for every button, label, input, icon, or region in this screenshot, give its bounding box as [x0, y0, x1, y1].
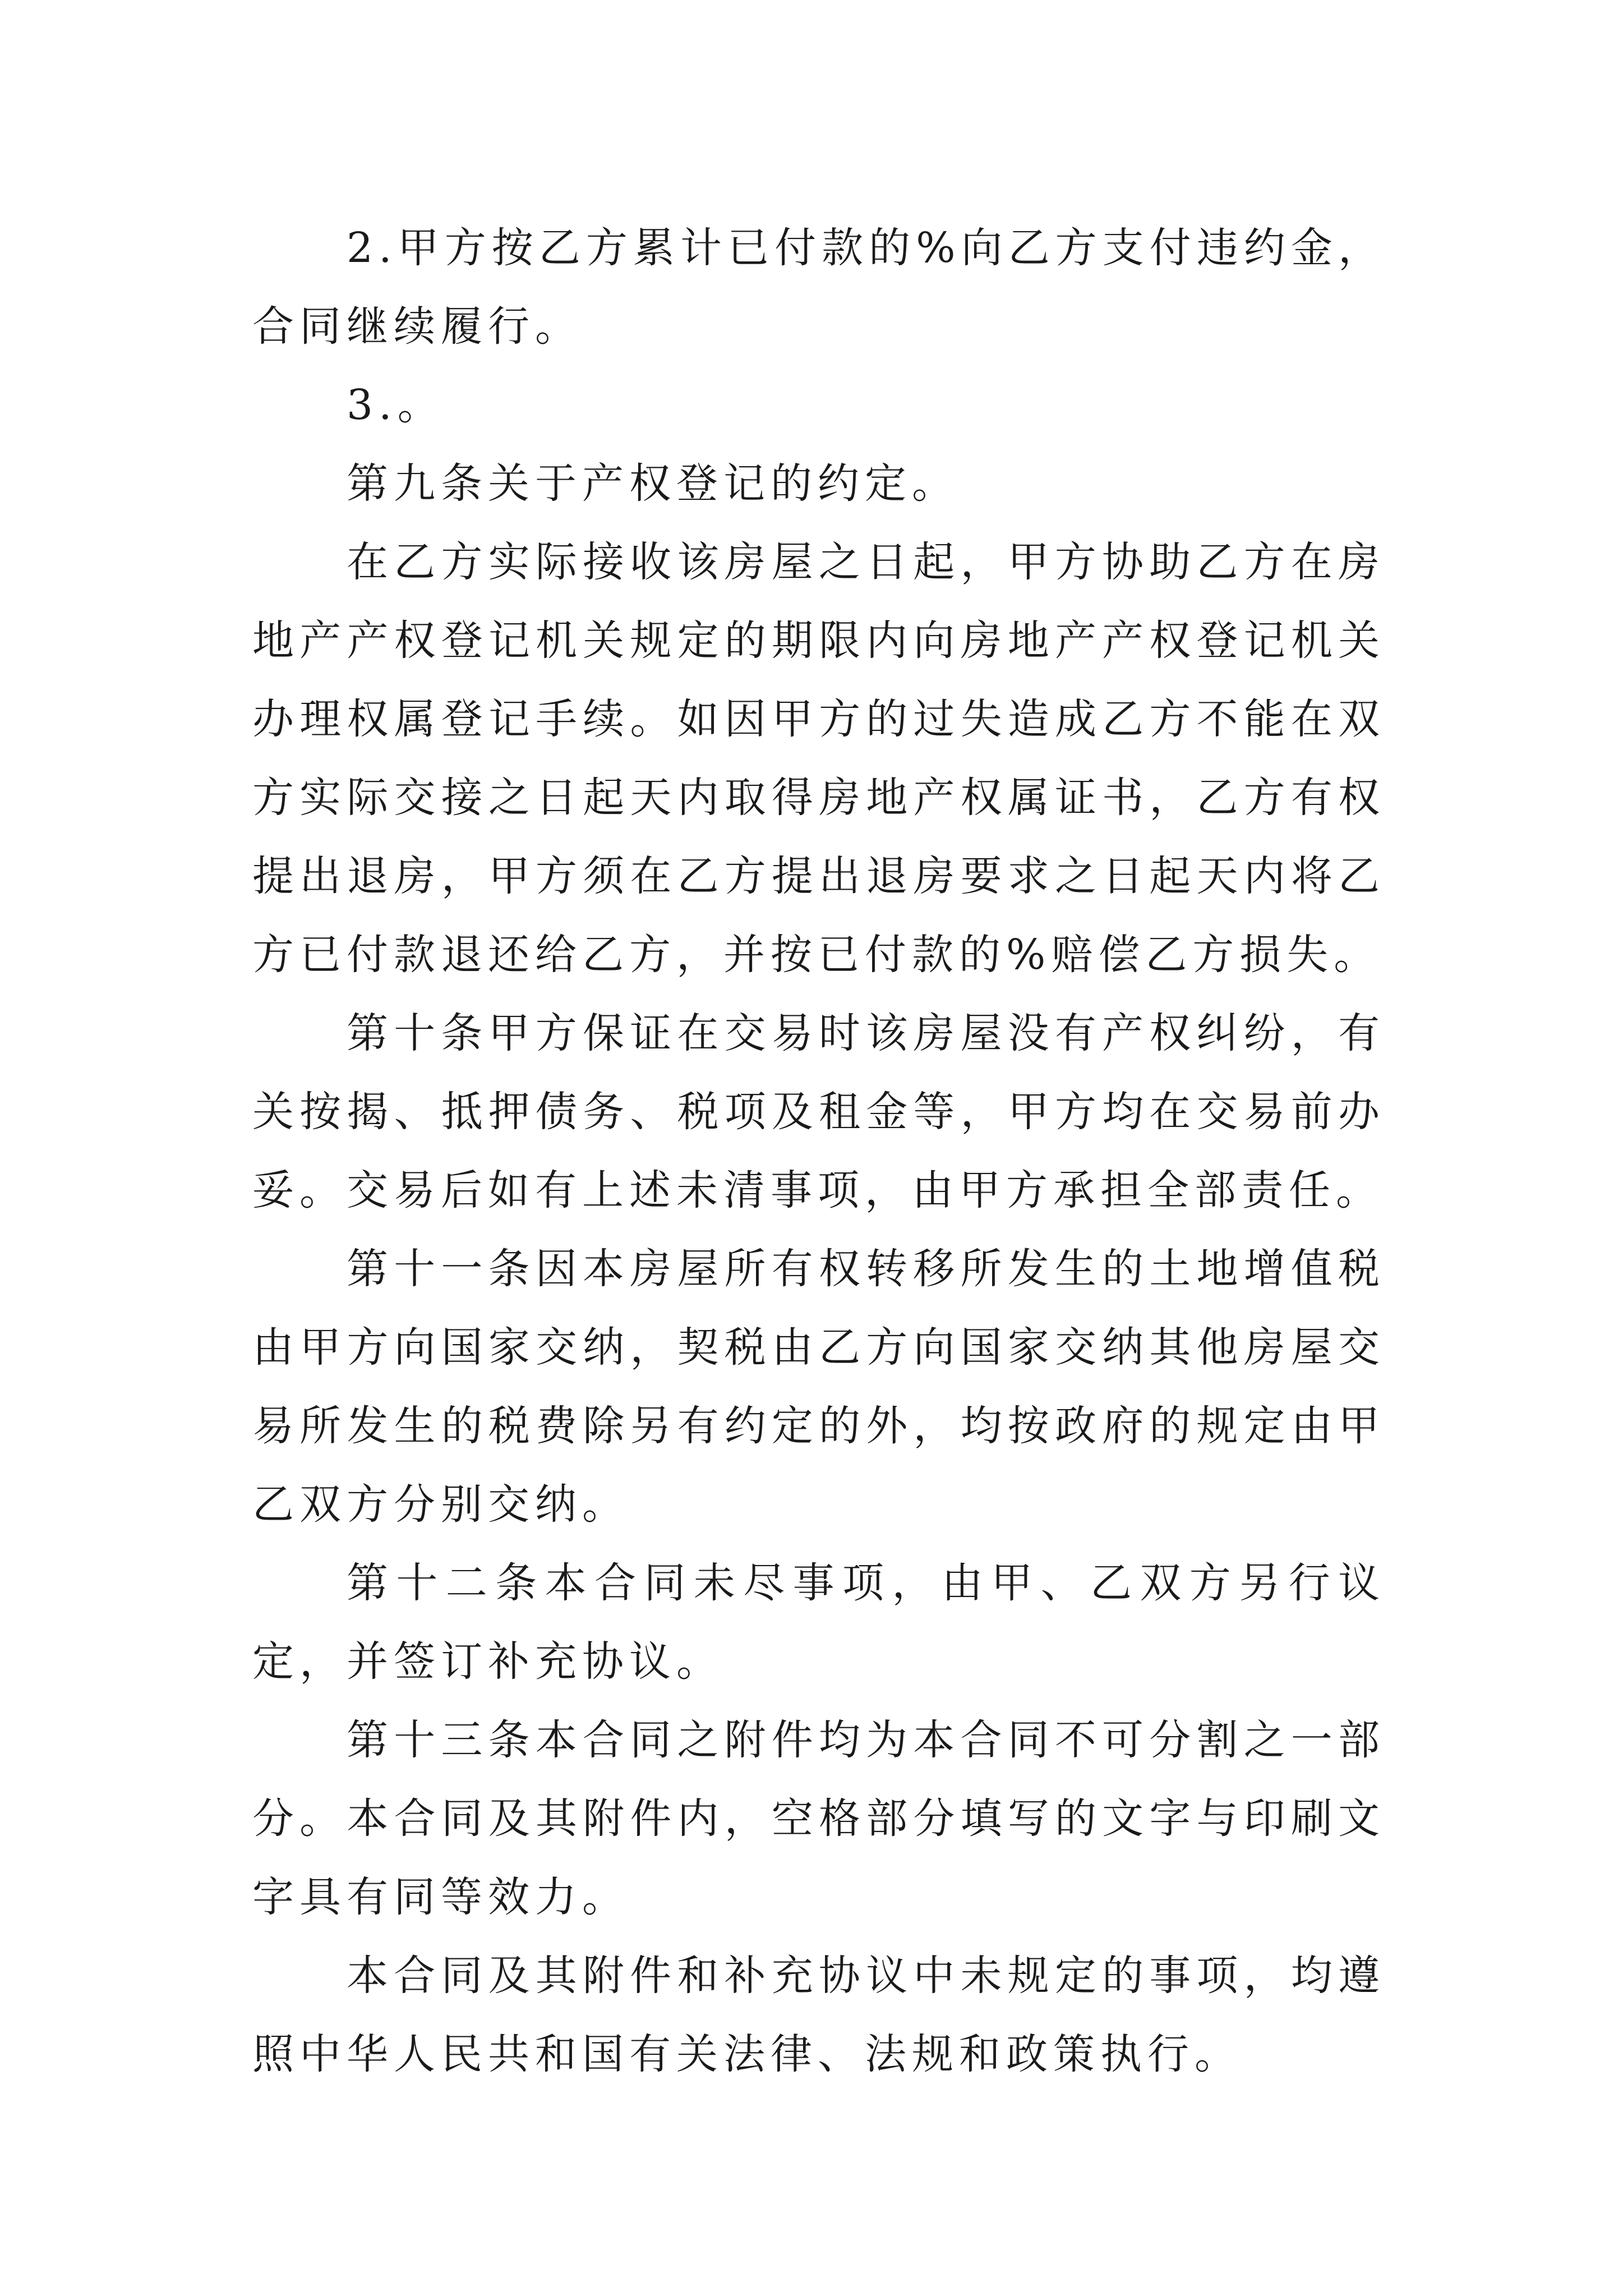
paragraph-article-9-body: 在乙方实际接收该房屋之日起，甲方协助乙方在房地产产权登记机关规定的期限内向房地产产权登记机关办理权属登记手续。如因甲方的过失造成乙方不能在双方实际交接之日起天内取得房地产权属证书，乙方有权提出退房，甲方须在乙方提出退房要求之日起天内将乙方已付款退还给乙方，并按已付款的%赔偿乙方损失。	[252, 538, 1385, 979]
paragraph-penalty-clause: 2.甲方按乙方累计已付款的%向乙方支付违约金，合同继续履行。	[252, 224, 1385, 351]
paragraph-article-10: 第十条甲方保证在交易时该房屋没有产权纠纷，有关按揭、抵押债务、税项及租金等，甲方均在交易前办妥。交易后如有上述未清事项，由甲方承担全部责任。	[252, 1009, 1385, 1214]
document-body	[252, 209, 1385, 2093]
paragraph-article-12: 第十二条本合同未尽事项，由甲、乙双方另行议定，并签订补充协议。	[252, 1559, 1385, 1686]
paragraph-article-9-title: 第九条关于产权登记的约定。	[347, 459, 959, 508]
paragraph-item-3: 3.。	[347, 381, 445, 429]
paragraph-article-13: 第十三条本合同之附件均为本合同不可分割之一部分。本合同及其附件内，空格部分填写的文字与印刷文字具有同等效力。	[252, 1716, 1385, 1921]
paragraph-governing-law: 本合同及其附件和补充协议中未规定的事项，均遵照中华人民共和国有关法律、法规和政策执行。	[252, 1952, 1385, 2078]
paragraph-article-11: 第十一条因本房屋所有权转移所发生的土地增值税由甲方向国家交纳，契税由乙方向国家交纳其他房屋交易所发生的税费除另有约定的外，均按政府的规定由甲乙双方分别交纳。	[252, 1245, 1385, 1529]
